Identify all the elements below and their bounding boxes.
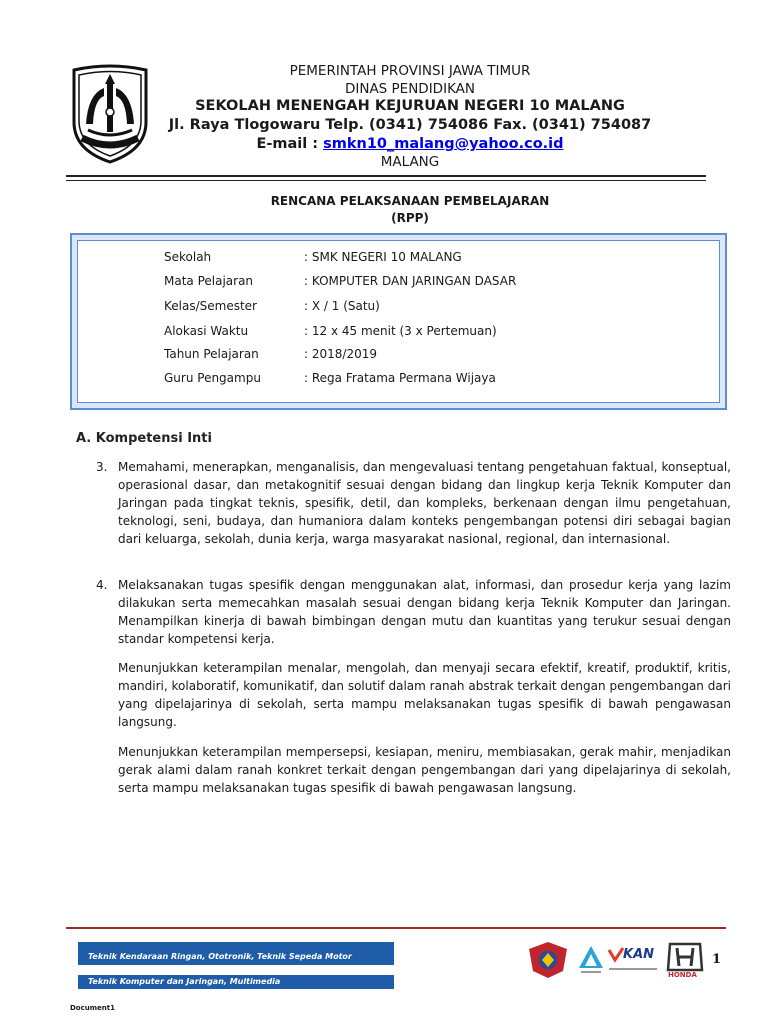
footer-program-box: [78, 975, 394, 989]
info-row-time: [164, 324, 497, 338]
letterhead-department: DINAS PENDIDIKAN: [344, 81, 476, 97]
item-text: Melaksanakan tugas spesifik dengan menggunakan alat, informasi, dan prosedur kerja yang lazim dilakukan serta memecahkan masalah sesuai dengan bidang kerja Teknik Komputer dan Jaringan. Menampilkan kinerja di bawah bimbingan dengan mutu dan kuantitas yang terukur sesuai dengan standar kompetensi kerja.: [118, 578, 731, 646]
item-number: 3.: [96, 460, 108, 474]
honda-logo: [664, 942, 706, 980]
item-paragraph: Menunjukkan keterampilan mempersepsi, kesiapan, meniru, membiasakan, gerak mahir, menjadikan gerak alami dalam ranah konkret terkait dengan pengembangan dari yang dipelajarinya di sekolah, serta mampu melaksanakan tugas spesifik di bawah pengawasan langsung.: [118, 745, 731, 795]
info-row-teacher: [164, 371, 496, 385]
east-java-seal-logo: [66, 64, 154, 164]
letterhead-rule-thick: [66, 175, 706, 177]
letterhead-email-line: [160, 136, 660, 152]
footer-program-text: Teknik Komputer dan Jaringan, Multimedia: [88, 977, 281, 986]
letterhead-province: PEMERINTAH PROVINSI JAWA TIMUR: [289, 63, 531, 79]
section-heading: A. Kompetensi Inti: [76, 431, 212, 446]
kan-label: KAN: [623, 947, 655, 962]
info-label: Tahun Pelajaran: [164, 347, 259, 361]
info-label: Guru Pengampu: [164, 371, 261, 385]
item-paragraph: Menunjukkan keterampilan menalar, mengolah, dan menyaji secara efektif, kreatif, produktif, kritis, mandiri, kolaboratif, komunikatif, dan solutif dalam ranah abstrak terkait dengan pengembangan dari yang dipelajarinya di sekolah, serta mampu melaksanakan tugas spesifik di bawah pengawasan langsung.: [118, 661, 731, 729]
info-label: Alokasi Waktu: [164, 324, 249, 338]
email-label: E-mail :: [256, 136, 324, 152]
footer-program-box: [78, 942, 394, 965]
school-badge-logo: [527, 941, 569, 979]
info-row-subject: [164, 274, 516, 288]
info-value: : Rega Fratama Permana Wijaya: [304, 371, 496, 385]
letterhead-city: MALANG: [380, 154, 440, 170]
info-value: : 12 x 45 menit (3 x Pertemuan): [304, 324, 497, 338]
item-text: Memahami, menerapkan, menganalisis, dan mengevaluasi tentang pengetahuan faktual, konseptual, operasional dasar, dan metakognitif sesuai dengan bidang dan lingkup kerja Teknik Komputer dan Jaringan pada tingkat teknis, spesifik, detil, dan kompleks, berkenaan dengan ilmu pengetahuan, teknologi, seni, budaya, dan humaniora dalam konteks pengembangan potensi diri sebagai bagian dari keluarga, sekolah, dunia kerja, warga masyarakat nasional, regional, dan internasional.: [118, 460, 731, 546]
info-value: : SMK NEGERI 10 MALANG: [304, 250, 462, 264]
footer-program-text: Teknik Kendaraan Ringan, Ototronik, Teknik Sepeda Motor: [88, 952, 352, 961]
page-number: 1: [712, 952, 722, 967]
letterhead-school-name: SEKOLAH MENENGAH KEJURUAN NEGERI 10 MALANG: [195, 98, 625, 114]
info-label: Mata Pelajaran: [164, 274, 254, 288]
document-subtitle: (RPP): [391, 211, 429, 225]
kan-accreditation-logo: [607, 946, 659, 976]
item-number: 4.: [96, 578, 108, 592]
info-label: Sekolah: [164, 250, 212, 264]
email-link[interactable]: smkn10_malang@yahoo.co.id: [323, 136, 564, 152]
info-row-school: [164, 250, 462, 264]
letterhead-rule-thin: [66, 180, 706, 181]
info-value: : X / 1 (Satu): [304, 299, 380, 313]
info-value: : 2018/2019: [304, 347, 377, 361]
info-row-class: [164, 299, 380, 313]
certification-logo: [577, 944, 605, 976]
document-name: Document1: [70, 1004, 115, 1012]
info-label: Kelas/Semester: [164, 299, 257, 313]
letterhead-address: Jl. Raya Tlogowaru Telp. (0341) 754086 Fax. (0341) 754087: [168, 117, 652, 133]
honda-label: HONDA: [668, 971, 697, 979]
document-title: RENCANA PELAKSANAAN PEMBELAJARAN: [270, 194, 550, 208]
footer-rule: [66, 927, 726, 929]
info-row-year: [164, 347, 377, 361]
info-value: : KOMPUTER DAN JARINGAN DASAR: [304, 274, 517, 288]
